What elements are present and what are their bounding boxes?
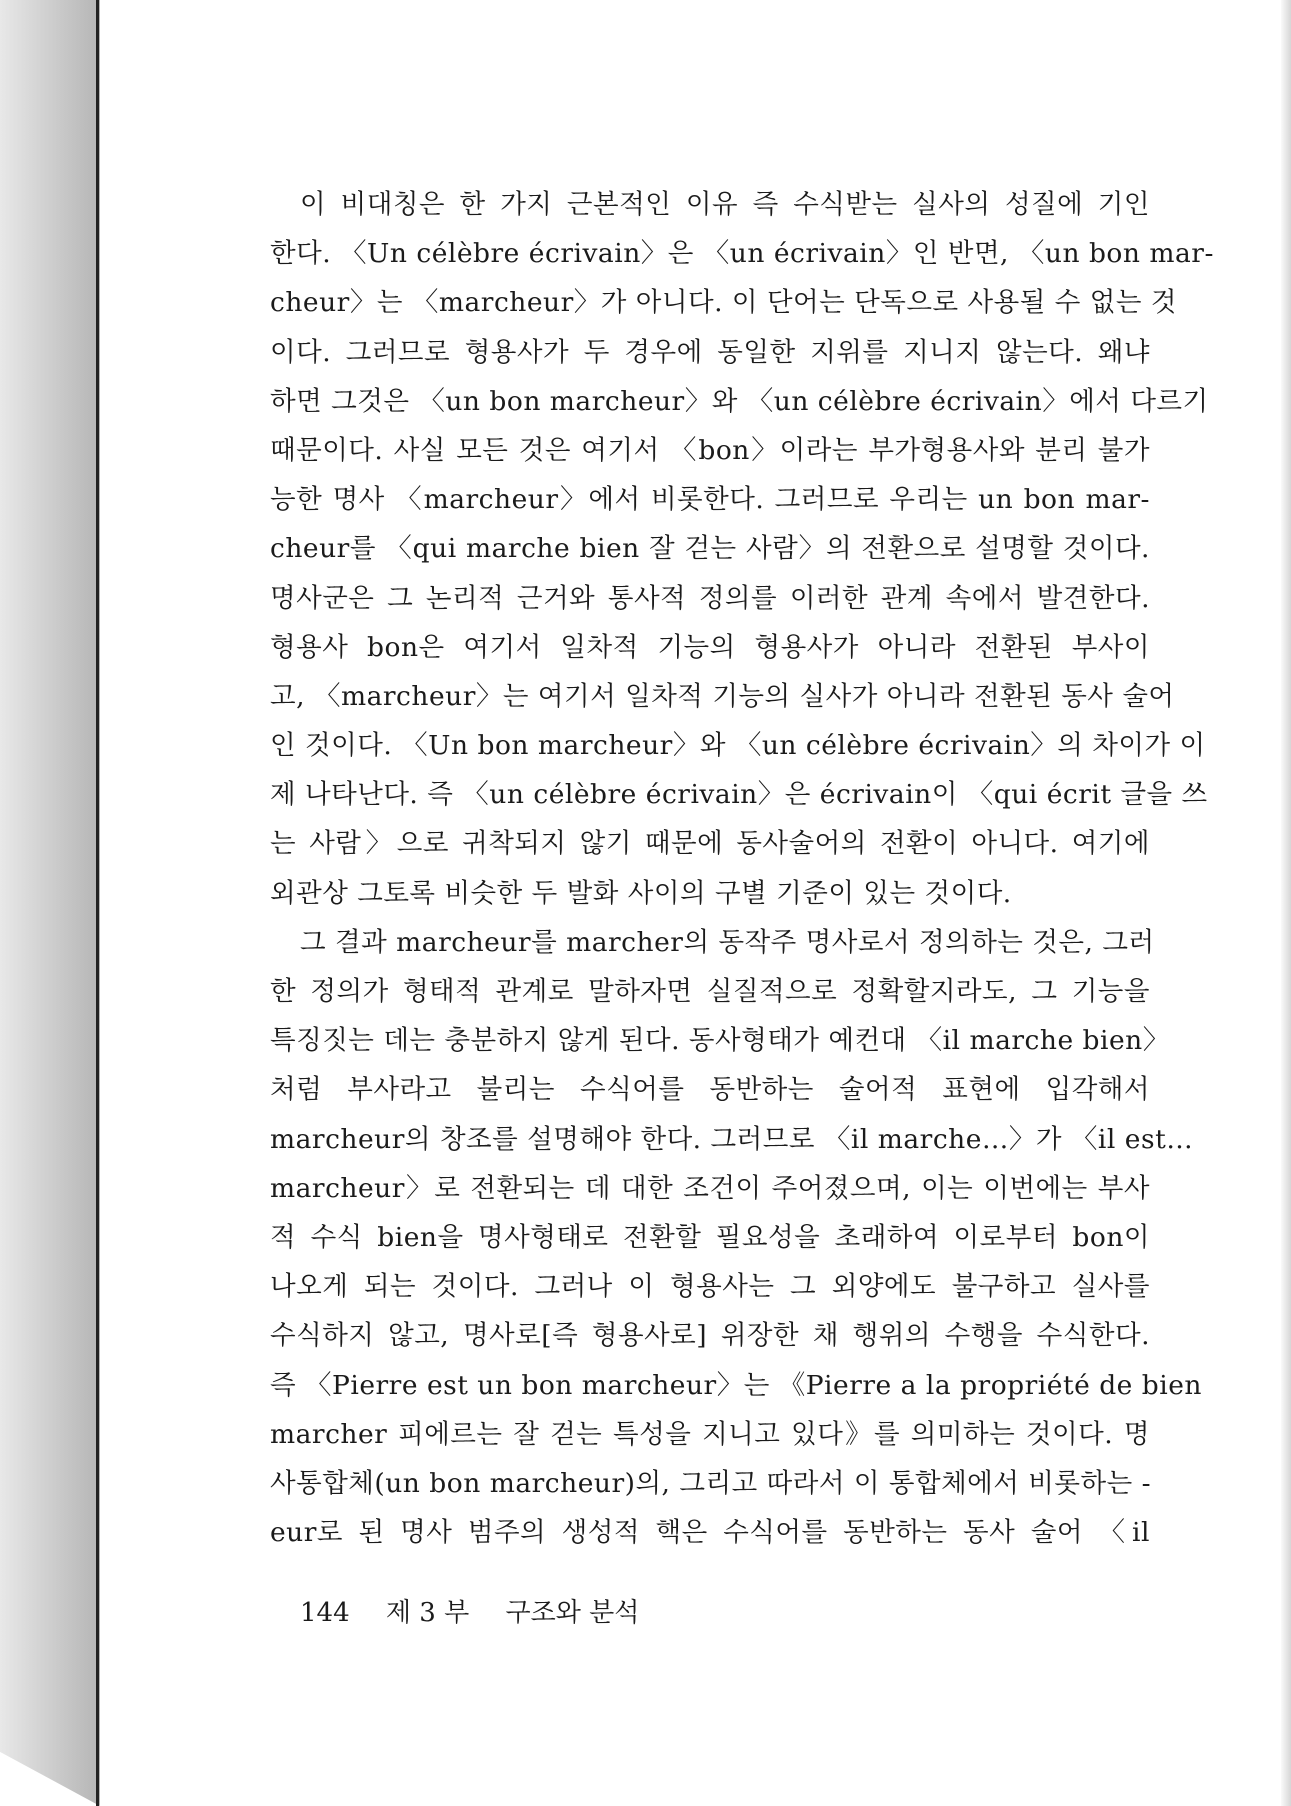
text-line: 한 정의가 형태적 관계로 말하자면 실질적으로 정확할지라도, 그 기능을 xyxy=(270,976,1150,1007)
text-line: 이다. 그러므로 형용사가 두 경우에 동일한 지위를 지니지 않는다. 왜냐 xyxy=(270,336,1150,368)
text-line: 형용사 bon은 여기서 일차적 기능의 형용사가 아니라 전환된 부사이 xyxy=(270,631,1150,663)
text-line: 는 사람〉으로 귀착되지 않기 때문에 동사술어의 전환이 아니다. 여기에 xyxy=(270,828,1150,860)
book-spine-edge xyxy=(96,0,99,1806)
text-line: 적 수식 bien을 명사형태로 전환할 필요성을 초래하여 이로부터 bon이 xyxy=(270,1221,1150,1253)
page-right-edge xyxy=(1281,0,1291,1806)
text-line: 그 결과 marcheur를 marcher의 동작주 명사로서 정의하는 것은, 그러 xyxy=(300,926,1155,958)
text-line: marcher 피에르는 잘 걷는 특성을 지니고 있다》를 의미하는 것이다. 명 xyxy=(270,1418,1150,1450)
text-line: 나오게 되는 것이다. 그러나 이 형용사는 그 외양에도 불구하고 실사를 xyxy=(270,1271,1150,1303)
text-line: marcheur〉로 전환되는 데 대한 조건이 주어졌으며, 이는 이번에는 부사 xyxy=(270,1172,1150,1204)
text-line: 수식하지 않고, 명사로[즉 형용사로] 위장한 채 행위의 수행을 수식한다. xyxy=(270,1320,1150,1352)
text-line: 명사군은 그 논리적 근거와 통사적 정의를 이러한 관계 속에서 발견한다. xyxy=(270,582,1150,614)
text-line: 즉 〈Pierre est un bon marcheur〉는 《Pierre a la propriété de bien xyxy=(270,1369,1202,1401)
text-line: 고, 〈marcheur〉는 여기서 일차적 기능의 실사가 아니라 전환된 동사 술어 xyxy=(270,680,1175,712)
text-line: marcheur의 창조를 설명해야 한다. 그러므로 〈il marche…〉가 〈il est… xyxy=(270,1123,1194,1155)
text-line: 특징짓는 데는 충분하지 않게 된다. 동사형태가 예컨대 〈il marche bien〉 xyxy=(270,1025,1170,1057)
text-line: 능한 명사 〈marcheur〉에서 비롯한다. 그러므로 우리는 un bon mar- xyxy=(270,484,1150,516)
part-label: 제 3 부 xyxy=(385,1598,470,1628)
section-title: 구조와 분석 xyxy=(505,1598,640,1628)
text-line: cheur를 〈qui marche bien 잘 걷는 사람〉의 전환으로 설명할 것이다. xyxy=(270,533,1150,565)
text-line: 사통합체(un bon marcheur)의, 그리고 따라서 이 통합체에서 비롯하는 - xyxy=(270,1467,1152,1499)
text-line: 처럼 부사라고 불리는 수식어를 동반하는 술어적 표현에 입각해서 xyxy=(270,1074,1150,1106)
text-line: 때문이다. 사실 모든 것은 여기서 〈bon〉이라는 부가형용사와 분리 불가 xyxy=(270,434,1150,466)
text-line: 외관상 그토록 비슷한 두 발화 사이의 구별 기준이 있는 것이다. xyxy=(270,877,1012,909)
text-line: 하면 그것은 〈un bon marcheur〉와 〈un célèbre écrivain〉에서 다르기 xyxy=(270,385,1209,417)
page-footer xyxy=(300,1592,667,1629)
page-number: 144 xyxy=(300,1598,350,1628)
book-spine xyxy=(0,0,100,1806)
page-body xyxy=(270,180,1214,1557)
text-line: 인 것이다. 〈Un bon marcheur〉와 〈un célèbre écrivain〉의 차이가 이 xyxy=(270,730,1206,762)
text-line: eur로 된 명사 범주의 생성적 핵은 수식어를 동반하는 동사 술어 〈il xyxy=(270,1517,1150,1549)
text-line: 이 비대칭은 한 가지 근본적인 이유 즉 수식받는 실사의 성질에 기인 xyxy=(300,189,1150,220)
text-line: cheur〉는 〈marcheur〉가 아니다. 이 단어는 단독으로 사용될 수 없는 것 xyxy=(270,287,1177,319)
text-line: 제 나타난다. 즉 〈un célèbre écrivain〉은 écrivain이 〈qui écrit 글을 쓰 xyxy=(270,779,1208,811)
text-line: 한다. 〈Un célèbre écrivain〉은 〈un écrivain〉인 반면, 〈un bon mar- xyxy=(270,238,1214,270)
